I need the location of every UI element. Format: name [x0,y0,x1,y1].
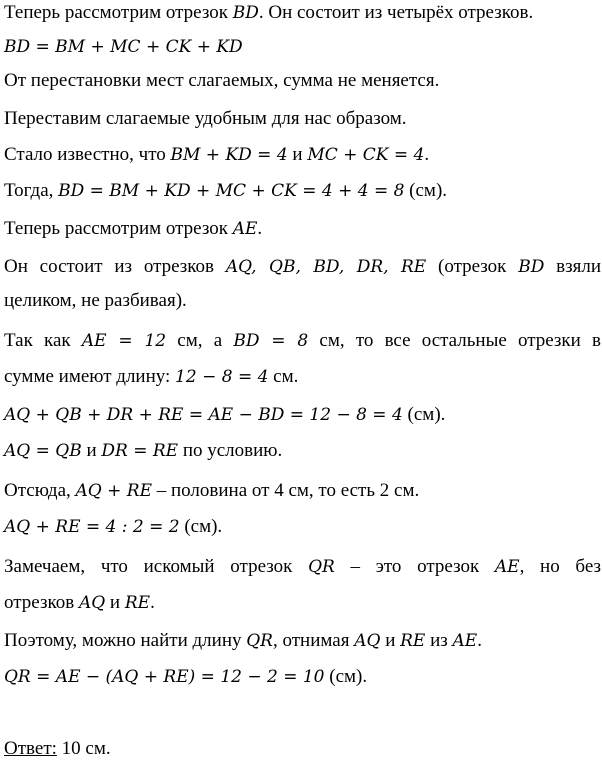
line-text: . [477,630,482,651]
line-text: Теперь рассмотрим отрезок [4,218,233,239]
math-expression: MC + CK = 4 [307,145,425,165]
text-line-11 [4,366,298,388]
math-expression: AQ + QB + DR + RE = AE − BD = 12 − 8 = 4 [4,405,403,425]
line-text: Теперь рассмотрим отрезок [4,2,233,23]
math-expression: AQ [354,631,381,651]
line-text: и [105,592,125,613]
answer-label: Ответ: [4,738,57,759]
line-text: , но без [519,556,601,577]
line-text: – это отрезок [334,556,495,577]
math-expression: BM + KD = 4 [170,145,288,165]
math-expression: QR [308,557,335,577]
text-line-10 [4,330,601,352]
math-expression: BD = BM + KD + MC + CK = 4 + 4 = 8 [58,181,405,201]
line-text: Переставим слагаемые удобным для нас образом. [4,108,407,129]
line-text: см, то все остальные отрезки в [308,330,602,351]
math-expression: AE [494,557,520,577]
text-line-18 [4,630,482,652]
math-expression: AQ + RE = 4 : 2 = 2 [4,517,180,537]
line-text: (отрезок [426,256,519,277]
math-expression: AQ, QB, BD, DR, RE [225,257,427,277]
answer-value: 10 см. [56,738,111,759]
math-expression: DR = RE [101,441,179,461]
text-line-12 [4,404,445,426]
text-line-19 [4,666,367,688]
line-text: см, а [166,330,234,351]
math-expression: 12 − 8 = 4 [175,367,269,387]
line-text: взяли [544,256,601,277]
line-text: Замечаем, что искомый отрезок [4,556,309,577]
line-text: Так как [4,330,82,351]
text-line-13 [4,440,282,462]
text-line-15 [4,516,222,538]
line-text: . [257,218,263,239]
text-line-8 [4,256,601,278]
math-expression: AQ = QB [4,441,82,461]
line-text: . [424,144,430,165]
math-expression: QR = AE − (AQ + RE) = 12 − 2 = 10 [4,667,325,687]
math-expression: BD = 8 [233,331,309,351]
line-text: и [380,630,401,651]
math-expression: BD = BM + MC + CK + KD [4,37,243,57]
math-expression: AQ [78,593,106,613]
line-text: , отнимая [273,630,355,651]
text-line-9 [4,290,187,312]
line-text: (см). [404,180,448,201]
math-expression: AE = 12 [81,331,167,351]
line-text: (см). [324,666,368,687]
text-line-14 [4,480,419,502]
answer-line [4,738,111,760]
math-expression: AQ + RE [75,481,153,501]
math-expression: QR [246,631,273,651]
line-text: (см). [402,404,446,425]
line-text: из [425,630,453,651]
line-text: сумме имеют длину: [4,366,176,387]
text-line-6 [4,180,447,202]
math-expression: RE [124,593,151,613]
text-line-4 [4,108,407,130]
math-expression: AE [232,219,258,239]
text-line-16 [4,556,601,578]
line-text: От перестановки мест слагаемых, сумма не меняется. [4,70,440,91]
text-line-7 [4,218,262,240]
text-line-17 [4,592,155,614]
math-expression: AE [452,631,478,651]
math-expression: BD [232,3,259,23]
line-text: Тогда, [4,180,59,201]
line-text: Он состоит из отрезков [4,256,226,277]
math-expression: BD [518,257,545,277]
line-text: см. [268,366,299,387]
line-text: – половина от 4 см, то есть 2 см. [152,480,420,501]
line-text: и [81,440,102,461]
line-text: (см). [179,516,223,537]
text-line-1 [4,2,533,24]
math-expression: RE [400,631,426,651]
text-line-3 [4,70,439,92]
text-line-2 [4,36,243,58]
line-text: . Он состоит из четырёх отрезков. [258,2,534,23]
line-text: и [287,144,308,165]
line-text: Отсюда, [4,480,76,501]
line-text: отрезков [4,592,79,613]
line-text: целиком, не разбивая). [4,290,187,311]
line-text: . [150,592,155,613]
line-text: Поэтому, можно найти длину [4,630,247,651]
line-text: Стало известно, что [4,144,171,165]
line-text: по условию. [178,440,283,461]
text-line-5 [4,144,429,166]
